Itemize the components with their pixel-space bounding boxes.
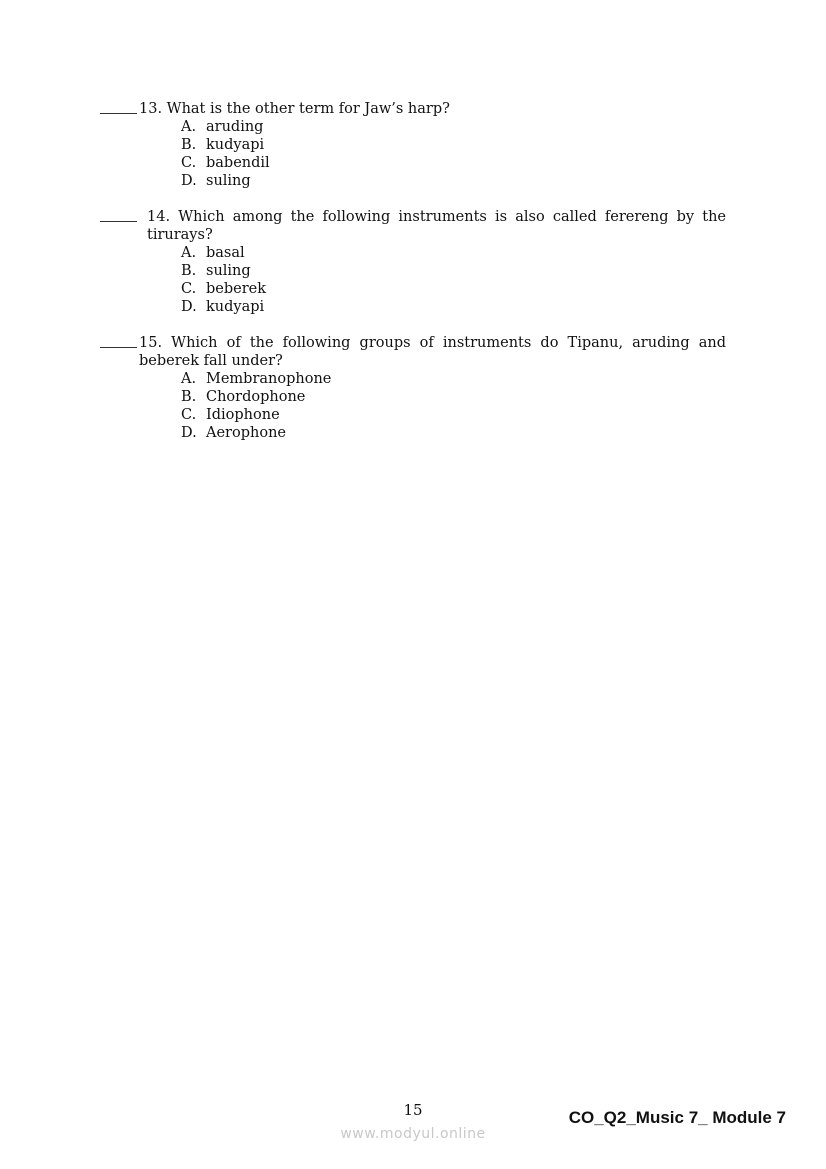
- question-text: 15. Which of the following groups of instruments do Tipanu, aruding and beberek fall under?: [139, 335, 726, 369]
- question-14: [100, 208, 726, 316]
- option-d: D. kudyapi: [181, 299, 265, 315]
- footer-label: CO_Q2_Music 7_ Module 7: [568, 1108, 786, 1127]
- answer-blank[interactable]: [100, 208, 137, 222]
- option-c: C. beberek: [181, 281, 267, 297]
- page-number: 15: [403, 1101, 423, 1119]
- option-a: A. Membranophone: [181, 371, 332, 387]
- question-number: 13.: [139, 101, 163, 117]
- question-number: 14.: [147, 209, 171, 225]
- question-text: 13. What is the other term for Jaw’s harp?: [139, 101, 450, 117]
- option-b: B. suling: [181, 263, 251, 279]
- option-b: B. kudyapi: [181, 137, 265, 153]
- option-c: C. babendil: [181, 155, 270, 171]
- options-list: [181, 370, 726, 442]
- answer-blank[interactable]: [100, 334, 137, 348]
- question-text: 14. Which among the following instruments is also called ferereng by the tirurays?: [147, 209, 726, 243]
- question-15: [100, 334, 726, 442]
- option-a: A. aruding: [181, 119, 264, 135]
- option-b: B. Chordophone: [181, 389, 306, 405]
- question-13: [100, 100, 726, 190]
- question-number: 15.: [139, 335, 163, 351]
- option-d: D. Aerophone: [181, 425, 286, 441]
- answer-blank[interactable]: [100, 100, 137, 114]
- options-list: [181, 244, 726, 316]
- options-list: [181, 118, 726, 190]
- option-d: D. suling: [181, 173, 251, 189]
- option-a: A. basal: [181, 245, 245, 261]
- watermark: www.modyul.online: [340, 1126, 486, 1142]
- option-c: C. Idiophone: [181, 407, 280, 423]
